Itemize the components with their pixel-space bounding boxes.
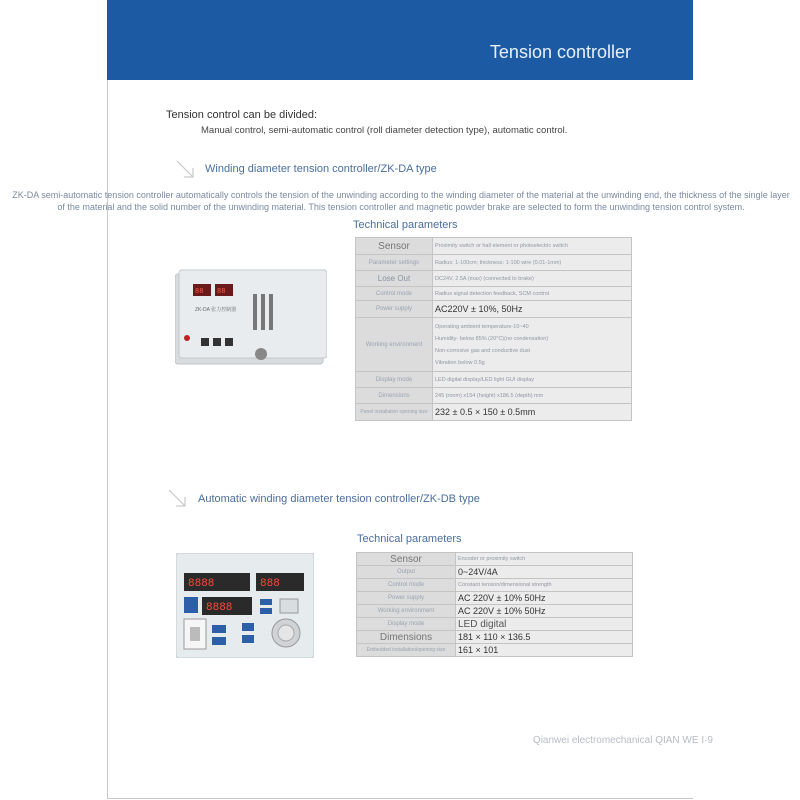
- row-value: 245 (room) x154 (height) x186.5 (depth) mm: [433, 388, 632, 404]
- row-value: LED digital display/LED light GUI display: [433, 372, 632, 388]
- table-row: [356, 255, 632, 271]
- row-label: Display mode: [357, 618, 456, 631]
- table-row: [356, 388, 632, 404]
- zk-da-controller-image: [175, 268, 327, 368]
- intro-body: Manual control, semi-automatic control (roll diameter detection type), automatic control.: [201, 125, 568, 136]
- row-label: Power supply: [356, 301, 433, 318]
- table-row: [356, 238, 632, 255]
- row-label: Dimensions: [356, 388, 433, 404]
- table-row: [356, 271, 632, 287]
- header-banner: [107, 0, 693, 80]
- row-value: AC220V ± 10%, 50Hz: [433, 301, 632, 318]
- svg-text:8888: 8888: [206, 602, 233, 614]
- table-row: [357, 566, 633, 579]
- tech-params-title-db: Technical parameters: [357, 533, 462, 545]
- table-row: [357, 644, 633, 657]
- row-label: Display mode: [356, 372, 433, 388]
- row-label: Sensor: [357, 553, 456, 566]
- table-row: [356, 287, 632, 301]
- table-row: [356, 404, 632, 421]
- section-heading-zk-da: Winding diameter tension controller/ZK-DA type: [205, 163, 437, 175]
- left-margin-line: [107, 80, 108, 798]
- row-label: Lose Out: [356, 271, 433, 287]
- section-description-zk-da: ZK-DA semi-automatic tension controller automatically controls the tension of the unwinding according to the winding diameter of the material at the unwinding end, the thickness of the single layer of the material and the solid number of the unwinding material. This tension controller and magnetic powder brake are selected to form the unwinding tension control system.: [12, 190, 790, 212]
- row-value: Constant tension/dimensional strength: [456, 579, 633, 592]
- row-label: Working environment: [356, 318, 433, 372]
- row-label: Panel installation opening size: [356, 404, 433, 421]
- bottom-margin-line: [107, 798, 693, 799]
- row-label: Control mode: [357, 579, 456, 592]
- row-value: Radius signal detection feedback, SCM control: [433, 287, 632, 301]
- footer-text: Qianwei electromechanical QIAN WE I·9: [532, 735, 713, 746]
- table-row: [357, 592, 633, 605]
- env-line: Humidity- below 85% (20°C)(no condensation): [435, 335, 549, 342]
- page-title: Tension controller: [489, 42, 631, 62]
- row-label: Embedded installation/opening size: [357, 644, 456, 657]
- row-value: [433, 318, 632, 372]
- row-value: 181 × 110 × 136.5: [456, 631, 633, 644]
- section-heading-zk-db: Automatic winding diameter tension controller/ZK-DB type: [198, 493, 480, 505]
- table-row: [356, 318, 632, 372]
- row-label: Power supply: [357, 592, 456, 605]
- zk-db-controller-image: [176, 553, 314, 658]
- svg-text:ZK-DA 张力控制器: ZK-DA 张力控制器: [195, 307, 237, 313]
- table-row: [357, 579, 633, 592]
- svg-text:8888: 8888: [188, 578, 215, 590]
- intro-title: Tension control can be divided:: [166, 109, 318, 121]
- table-row: [356, 372, 632, 388]
- row-value: Radius: 1-100cm; thickness: 1-100 wire (0.01-1mm): [433, 255, 632, 271]
- row-value: AC 220V ± 10% 50Hz: [456, 592, 633, 605]
- row-value: LED digital: [456, 618, 633, 631]
- table-row: [357, 631, 633, 644]
- env-line: Vibration below 0.5g: [435, 359, 485, 366]
- row-value: Encoder or proximity switch: [456, 553, 633, 566]
- row-label: Working environment: [357, 605, 456, 618]
- row-label: Output: [357, 566, 456, 579]
- table-row: [357, 618, 633, 631]
- env-line: Operating ambient temperature-10~40: [435, 323, 529, 330]
- row-value: AC 220V ± 10% 50Hz: [456, 605, 633, 618]
- row-value: DC24V, 2.5A (max) (connected to brake): [433, 271, 632, 287]
- arrow-down-right-icon: [167, 487, 189, 509]
- row-label: Parameter settings: [356, 255, 433, 271]
- env-line: Non-corrosive gas and conductive dust: [435, 347, 531, 354]
- spec-table-zk-da: [355, 237, 632, 421]
- row-label: Control mode: [356, 287, 433, 301]
- table-row: [357, 605, 633, 618]
- arrow-down-right-icon: [175, 158, 197, 180]
- row-value: Proximity switch or hall element or photoelectric switch: [433, 238, 632, 255]
- svg-text:88: 88: [195, 288, 204, 296]
- table-row: [356, 301, 632, 318]
- row-value: 0~24V/4A: [456, 566, 633, 579]
- row-label: Sensor: [356, 238, 433, 255]
- row-label: Dimensions: [357, 631, 456, 644]
- row-value: 232 ± 0.5 × 150 ± 0.5mm: [433, 404, 632, 421]
- table-row: [357, 553, 633, 566]
- svg-text:88: 88: [217, 288, 226, 296]
- tech-params-title-da: Technical parameters: [353, 219, 458, 231]
- spec-table-zk-db: [356, 552, 633, 657]
- row-value: 161 × 101: [456, 644, 633, 657]
- svg-text:888: 888: [260, 578, 280, 590]
